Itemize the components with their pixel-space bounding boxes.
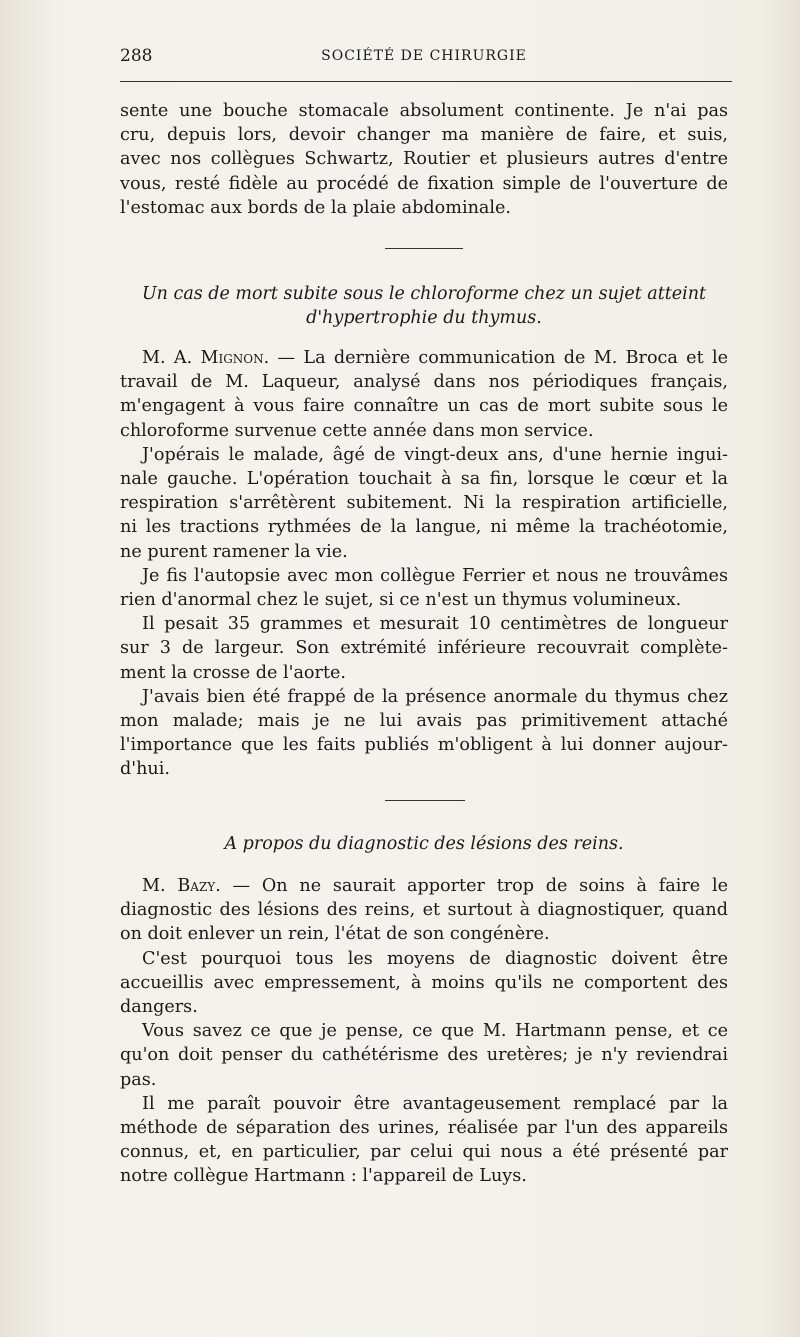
text-line: J'opérais le malade, âgé de vingt-deux ans, d'une hernie ingui-	[142, 444, 728, 465]
text-line: dangers.	[120, 997, 198, 1018]
header-rule	[120, 81, 732, 82]
paragraph-continuation	[120, 99, 728, 220]
text-line: méthode de séparation des urines, réalisée par l'un des appareils	[120, 1118, 728, 1139]
title-line: d'hypertrophie du thymus.	[306, 308, 542, 328]
text-line: ne purent ramener la vie.	[120, 541, 348, 562]
text-line: avec nos collègues Schwartz, Routier et plusieurs autres d'entre	[120, 149, 728, 170]
text-line: qu'on doit penser du cathétérisme des uretères; je n'y reviendrai	[120, 1045, 728, 1066]
text-line: ni les tractions rythmées de la langue, ni même la trachéotomie,	[120, 517, 728, 538]
running-title: SOCIÉTÉ DE CHIRURGIE	[321, 48, 527, 64]
title-line: A propos du diagnostic des lésions des reins.	[224, 834, 624, 854]
title-line: Un cas de mort subite sous le chloroforme chez un sujet atteint	[141, 284, 707, 304]
text-line: M. A. Mignon. — La dernière communication de M. Broca et le	[142, 348, 728, 368]
speaker-name: M. Bazy.	[142, 876, 221, 896]
section-separator	[385, 800, 465, 801]
text-line: diagnostic des lésions des reins, et surtout à diagnostiquer, quand	[120, 900, 728, 921]
text-line: Il me paraît pouvoir être avantageusement remplacé par la	[142, 1093, 728, 1114]
text-line: d'hui.	[120, 759, 170, 780]
section-title-bazy	[120, 832, 728, 856]
text-line: l'importance que les faits publiés m'obligent à lui donner aujour-	[120, 735, 728, 756]
text-line: vous, resté fidèle au procédé de fixation simple de l'ouverture de	[120, 173, 728, 194]
text-line: accueillis avec empressement, à moins qu'ils ne comportent des	[120, 972, 728, 993]
text-line: mon malade; mais je ne lui avais pas primitivement attaché	[120, 711, 728, 732]
text-line: nale gauche. L'opération touchait à sa fin, lorsque le cœur et la	[120, 469, 728, 490]
text-line: chloroforme survenue cette année dans mon service.	[120, 420, 594, 441]
text-line: Je fis l'autopsie avec mon collègue Ferrier et nous ne trouvâmes	[142, 565, 728, 586]
text-line: travail de M. Laqueur, analysé dans nos périodiques français,	[120, 372, 728, 393]
section-body-mignon	[120, 346, 728, 782]
section-title-mignon	[120, 282, 728, 330]
text-line: ment la crosse de l'aorte.	[120, 662, 347, 683]
text-line: J'avais bien été frappé de la présence anormale du thymus chez	[142, 686, 728, 707]
text-line: Il pesait 35 grammes et mesurait 10 centimètres de longueur	[142, 614, 728, 635]
text-line: sur 3 de largeur. Son extrémité inférieure recouvrait complète-	[120, 638, 728, 659]
text-line: cru, depuis lors, devoir changer ma manière de faire, et suis,	[120, 125, 728, 146]
text-line: C'est pourquoi tous les moyens de diagnostic doivent être	[142, 948, 728, 969]
text-line: sente une bouche stomacale absolument continente. Je n'ai pas	[120, 101, 728, 121]
text-line: m'engagent à vous faire connaître un cas de mort subite sous le	[120, 396, 728, 417]
text-line: pas.	[120, 1069, 157, 1090]
text-line: on doit enlever un rein, l'état de son congénère.	[120, 924, 550, 945]
speaker-name: M. A. Mignon.	[142, 348, 270, 368]
text-line: rien d'anormal chez le sujet, si ce n'est un thymus volumineux.	[120, 590, 682, 611]
text-line: respiration s'arrêtèrent subitement. Ni la respiration artificielle,	[120, 493, 728, 514]
text-line: notre collègue Hartmann : l'appareil de Luys.	[120, 1166, 527, 1187]
page-header	[120, 46, 728, 70]
section-body-bazy	[120, 874, 728, 1189]
text-line: Vous savez ce que je pense, ce que M. Hartmann pense, et ce	[142, 1021, 728, 1042]
page-number: 288	[120, 46, 153, 66]
section-separator	[385, 248, 463, 249]
text-line: connus, et, en particulier, par celui qui nous a été présenté par	[120, 1142, 728, 1163]
text-line: M. Bazy. — On ne saurait apporter trop de soins à faire le	[142, 876, 728, 896]
text-line: l'estomac aux bords de la plaie abdominale.	[120, 197, 512, 218]
